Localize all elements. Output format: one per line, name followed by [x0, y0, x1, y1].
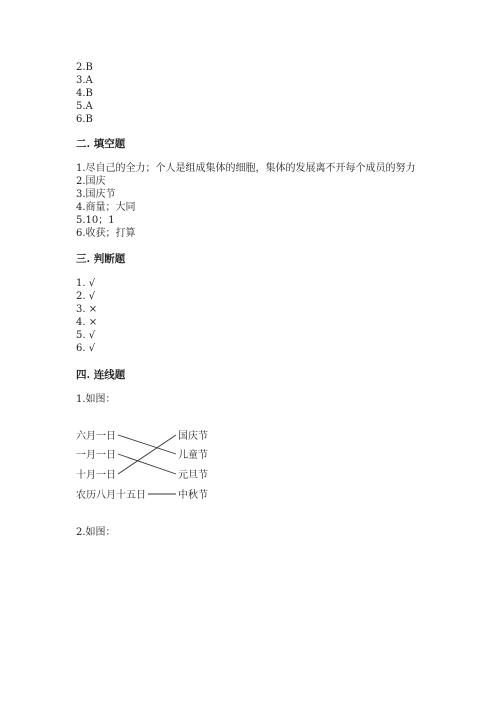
right-item-national-day: 国庆节: [178, 431, 208, 442]
answer-s3-5: 5. √: [76, 330, 96, 341]
answer-s2-6: 6.收获；打算: [76, 228, 136, 239]
matching-q1-label: 1.如图：: [76, 394, 116, 405]
answer-s1-4: 4.B: [76, 88, 93, 99]
matching-q2-label: 2.如图：: [76, 527, 116, 538]
answer-s3-3: 3. ×: [76, 304, 98, 315]
match-line-jan1-new-years-day: [118, 454, 176, 474]
answer-s3-1: 1. √: [76, 278, 96, 289]
answer-s1-2: 2.B: [76, 62, 93, 73]
matching-right-column: [178, 429, 208, 501]
left-item-jan-1: 一月一日: [76, 450, 116, 461]
right-item-childrens-day: 儿童节: [178, 450, 208, 461]
section-heading-matching: 四. 连线题: [76, 369, 126, 381]
answer-s3-6: 6. √: [76, 343, 96, 354]
right-item-new-years-day: 元旦节: [178, 470, 208, 481]
answer-s2-2: 2.国庆: [76, 176, 106, 187]
answer-s2-3: 3.国庆节: [76, 189, 116, 200]
match-line-oct1-national-day: [118, 435, 176, 474]
answer-s1-6: 6.B: [76, 114, 93, 125]
matching-lines: [118, 435, 176, 494]
left-item-oct-1: 十月一日: [76, 470, 116, 481]
left-item-lunar-aug-15: 农历八月十五日: [76, 490, 146, 501]
section-heading-true-false: 三. 判断题: [76, 253, 126, 265]
answer-s1-5: 5.A: [76, 101, 93, 112]
answer-s2-1: 1.尽自己的全力；个人是组成集体的细胞，集体的发展离不开每个成员的努力: [76, 163, 416, 174]
right-item-mid-autumn: 中秋节: [178, 490, 208, 501]
answer-s2-4: 4.商量；大同: [76, 202, 136, 213]
answer-s3-2: 2. √: [76, 291, 96, 302]
left-item-june-1: 六月一日: [76, 431, 116, 442]
answer-s3-4: 4. ×: [76, 317, 98, 328]
section-heading-fill-blank: 二. 填空题: [76, 138, 126, 150]
answer-s1-3: 3.A: [76, 75, 93, 86]
answer-s2-5: 5.10；1: [76, 215, 115, 226]
match-line-june1-childrens-day: [118, 435, 176, 454]
